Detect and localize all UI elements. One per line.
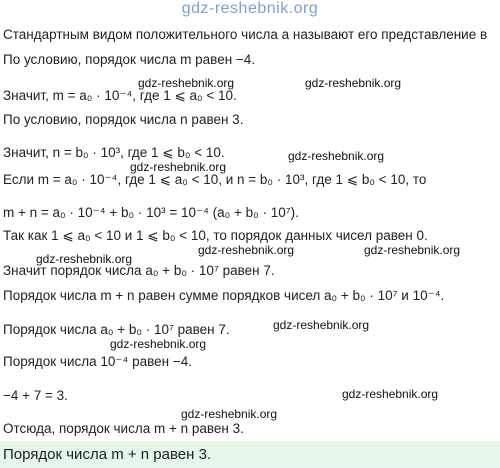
watermark: gdz-reshebnik.org: [36, 252, 133, 266]
watermark: gdz-reshebnik.org: [364, 243, 461, 257]
text-line-12: Порядок числа 10⁻⁴ равен −4.: [3, 354, 192, 369]
watermark: gdz-reshebnik.org: [273, 318, 370, 332]
text-line-11: Порядок числа a₀ + b₀ · 10⁷ равен 7.: [3, 322, 230, 337]
text-line-6: Если m = a₀ · 10⁻⁴, где 1 ⩽ a₀ < 10, и n = b₀ · 10³, где 1 ⩽ b₀ < 10, то: [3, 172, 427, 187]
text-line-7: m + n = a₀ · 10⁻⁴ + b₀ · 10³ = 10⁻⁴ (a₀ + b₀ · 10⁷).: [3, 205, 299, 220]
watermark: gdz-reshebnik.org: [181, 407, 278, 421]
text-line-5: Значит, n = b₀ · 10³, где 1 ⩽ b₀ < 10.: [3, 145, 225, 160]
watermark: gdz-reshebnik.org: [198, 243, 295, 257]
text-line-8: Так как 1 ⩽ a₀ < 10 и 1 ⩽ b₀ < 10, то порядок данных чисел равен 0.: [3, 228, 428, 243]
text-line-13: −4 + 7 = 3.: [3, 388, 68, 403]
answer-text: Порядок числа m + n равен 3.: [3, 446, 212, 463]
watermark-top: gdz-reshebnik.org: [181, 0, 319, 17]
text-line-1: Стандартным видом положительного числа a называют его представление в: [3, 27, 488, 42]
text-line-10: Порядок числа m + n равен сумме порядков чисел a₀ + b₀ · 10⁷ и 10⁻⁴.: [3, 288, 445, 303]
text-line-4: По условию, порядок числа n равен 3.: [3, 112, 244, 127]
watermark: gdz-reshebnik.org: [138, 76, 235, 90]
text-line-3: Значит, m = a₀ · 10⁻⁴, где 1 ⩽ a₀ < 10.: [3, 88, 237, 103]
watermark: gdz-reshebnik.org: [130, 160, 227, 174]
watermark: gdz-reshebnik.org: [110, 337, 207, 351]
answer-box: [0, 441, 500, 468]
text-line-9: Значит порядок числа a₀ + b₀ · 10⁷ равен 7.: [3, 263, 275, 278]
watermark: gdz-reshebnik.org: [342, 387, 439, 401]
watermark: gdz-reshebnik.org: [288, 149, 385, 163]
text-line-14: Отсюда, порядок числа m + n равен 3.: [3, 421, 244, 436]
watermark: gdz-reshebnik.org: [305, 76, 402, 90]
text-line-2: По условию, порядок числа m равен −4.: [3, 52, 256, 67]
